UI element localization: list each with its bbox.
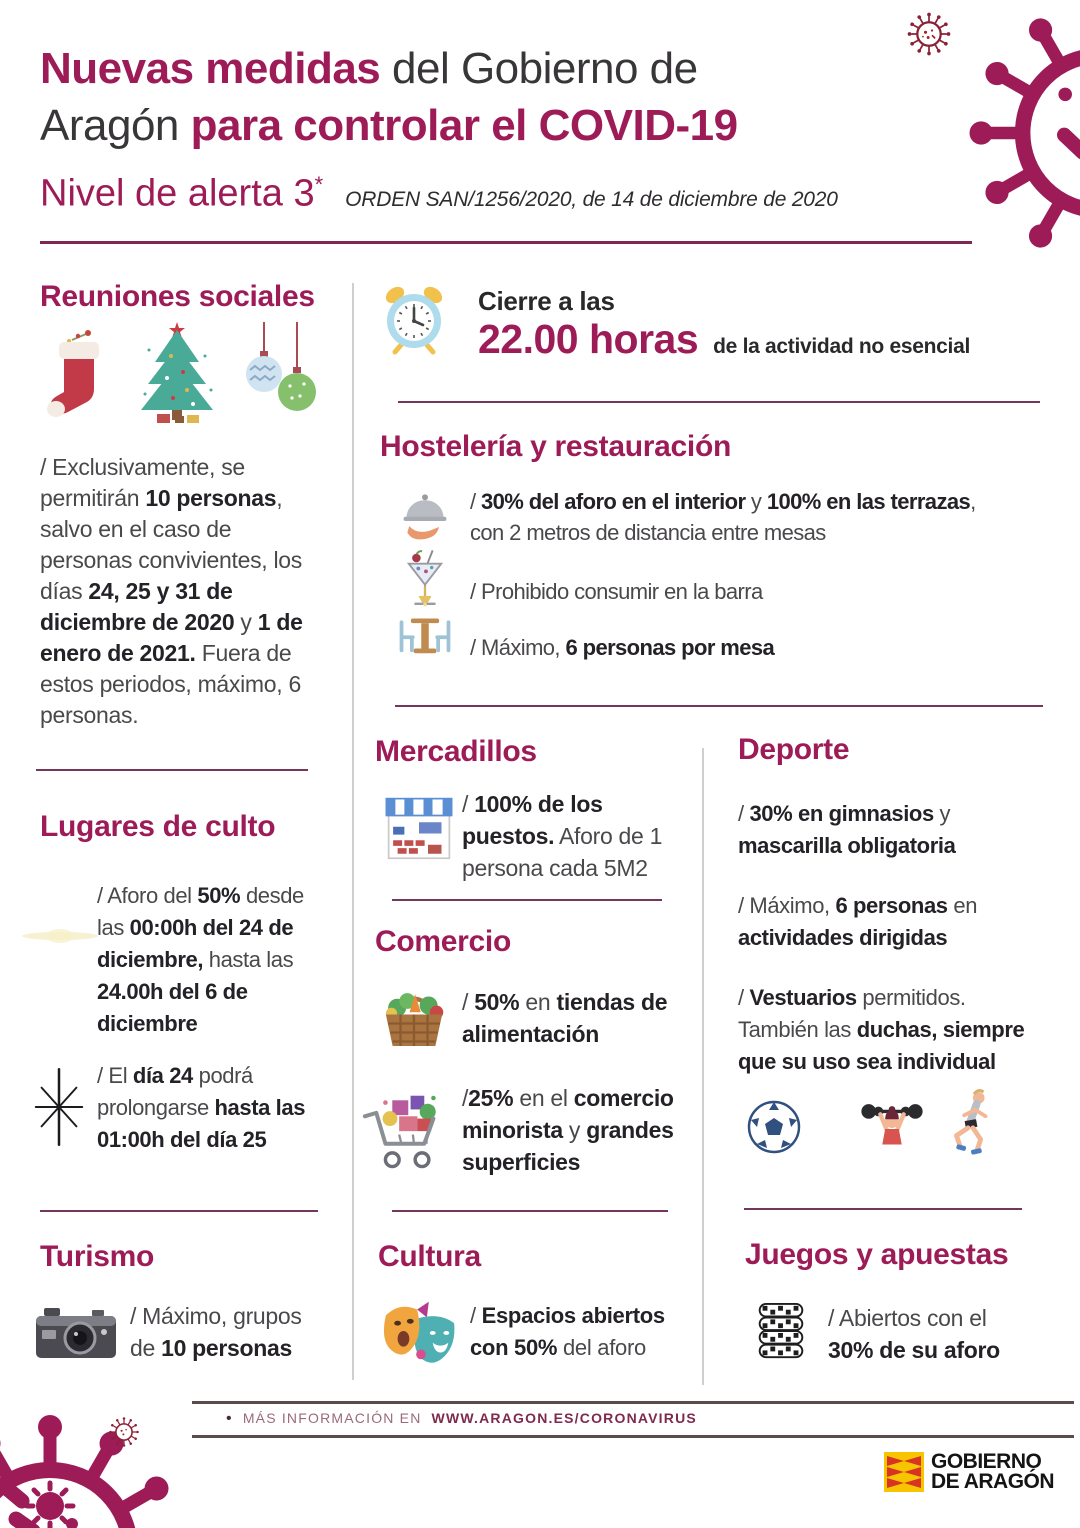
divider bbox=[40, 1210, 318, 1212]
star-sparkle-icon bbox=[28, 1066, 90, 1148]
virus-outline-icon bbox=[903, 8, 955, 60]
gobierno-aragon-logo bbox=[884, 1452, 1054, 1492]
section-title-turismo: Turismo bbox=[40, 1240, 155, 1273]
order-reference: ORDEN SAN/1256/2020, de 14 de diciembre de 2020 bbox=[345, 187, 838, 211]
shopping-cart-icon bbox=[358, 1082, 454, 1178]
juegos-item-text: / Abiertos con el 30% de su aforo bbox=[828, 1305, 1000, 1363]
section-title-culto: Lugares de culto bbox=[40, 810, 276, 843]
runner-icon bbox=[942, 1086, 1000, 1160]
section-title-juegos: Juegos y apuestas bbox=[745, 1238, 1009, 1271]
gov-logo-text bbox=[931, 1452, 1054, 1492]
divider bbox=[744, 1208, 1022, 1210]
section-title-cultura: Cultura bbox=[378, 1240, 481, 1273]
table-chairs-icon bbox=[394, 584, 456, 668]
footer-info-prefix: MÁS INFORMACIÓN EN bbox=[242, 1410, 422, 1426]
footer-divider-top bbox=[192, 1401, 1074, 1404]
closing-time: 22.00 horas bbox=[478, 316, 699, 362]
divider bbox=[392, 899, 662, 901]
gov-logo-line1: GOBIERNO bbox=[931, 1450, 1042, 1473]
section-title-reuniones: Reuniones sociales bbox=[40, 280, 315, 313]
deporte-item-text: / 30% en gimnasios y mascarilla obligatoria bbox=[738, 801, 956, 858]
baubles-icon bbox=[240, 318, 320, 430]
turismo-item-text: / Máximo, grupos de 10 personas bbox=[130, 1303, 302, 1361]
market-stall-icon bbox=[383, 793, 455, 865]
cultura-item-text: / Espacios abiertos con 50% del aforo bbox=[470, 1303, 665, 1360]
page-title bbox=[40, 40, 738, 154]
christmas-tree-icon bbox=[135, 320, 220, 430]
footer-info-url: WWW.ARAGON.ES/CORONAVIRUS bbox=[431, 1410, 697, 1426]
mercadillos-item-text: / 100% de los puestos. Aforo de 1 persona cada 5M2 bbox=[462, 791, 663, 881]
divider bbox=[36, 769, 308, 771]
virus-outline-icon bbox=[106, 1414, 142, 1450]
alert-asterisk: * bbox=[314, 172, 324, 197]
section-title-comercio: Comercio bbox=[375, 925, 511, 958]
bullet-icon: • bbox=[226, 1410, 233, 1427]
christmas-stocking-icon bbox=[42, 326, 117, 431]
faint-star-icon bbox=[20, 918, 100, 954]
closing-suffix: de la actividad no esencial bbox=[713, 335, 970, 358]
closing-row bbox=[478, 316, 970, 363]
aragon-flag-icon bbox=[884, 1452, 924, 1492]
theater-masks-icon bbox=[378, 1292, 464, 1370]
divider bbox=[392, 1210, 668, 1212]
hosteleria-item-text: / 30% del aforo en el interior y 100% en las terrazas, con 2 metros de distancia entre mesas bbox=[470, 489, 976, 545]
soccer-ball-icon bbox=[745, 1098, 803, 1156]
virus-icon bbox=[955, 0, 1080, 278]
culto-item-text: / Aforo del 50% desde las 00:00h del 24 de diciembre, hasta las 24.00h del 6 de diciembre bbox=[97, 883, 304, 1036]
deporte-item-text: / Vestuarios permitidos. También las duchas, siempre que su uso sea individual bbox=[738, 985, 1025, 1074]
alert-level: Nivel de alerta 3* bbox=[40, 172, 324, 215]
column-divider-left bbox=[352, 283, 354, 1380]
virus-icon bbox=[0, 1400, 200, 1528]
section-title-hosteleria: Hostelería y restauración bbox=[380, 430, 731, 463]
alert-level-row bbox=[40, 172, 838, 216]
divider bbox=[395, 705, 1043, 707]
poker-chips-icon bbox=[750, 1300, 812, 1364]
gov-logo-line2: DE ARAGÓN bbox=[931, 1470, 1055, 1493]
footer-divider-bottom bbox=[192, 1435, 1074, 1438]
column-divider-right bbox=[702, 748, 704, 1385]
section-title-mercadillos: Mercadillos bbox=[375, 735, 537, 768]
page-title-line1: Nuevas medidas del Gobierno de bbox=[40, 44, 698, 93]
page-title-line2: Aragón para controlar el COVID-19 bbox=[40, 101, 738, 150]
hosteleria-item-text: / Prohibido consumir en la barra bbox=[470, 579, 763, 604]
deporte-item-text: / Máximo, 6 personas en actividades dirigidas bbox=[738, 893, 978, 950]
comercio-item-text: /25% en el comercio minorista y grandes superficies bbox=[462, 1085, 674, 1175]
camera-icon bbox=[34, 1302, 118, 1362]
closing-line1: Cierre a las bbox=[478, 286, 615, 316]
culto-item-text: / El día 24 podrá prolongarse hasta las 01:00h del día 25 bbox=[97, 1063, 306, 1152]
reuniones-body: / Exclusivamente, se permitirán 10 personas, salvo en el caso de personas convivientes, los días 24, 25 y 31 de diciembre de 2020 y 1 de enero de 2021. Fuera de estos periodos, máximo, 6 personas. bbox=[40, 454, 303, 728]
header-divider bbox=[40, 241, 972, 244]
weightlifting-icon bbox=[858, 1092, 926, 1162]
hosteleria-item-text: / Máximo, 6 personas por mesa bbox=[470, 635, 775, 660]
alarm-clock-icon bbox=[381, 281, 447, 355]
food-basket-icon bbox=[378, 983, 450, 1055]
section-title-deporte: Deporte bbox=[738, 733, 850, 766]
comercio-item-text: / 50% en tiendas de alimentación bbox=[462, 989, 668, 1047]
divider bbox=[398, 401, 1040, 403]
serving-cloche-icon bbox=[398, 488, 452, 540]
footer-info bbox=[226, 1410, 697, 1428]
